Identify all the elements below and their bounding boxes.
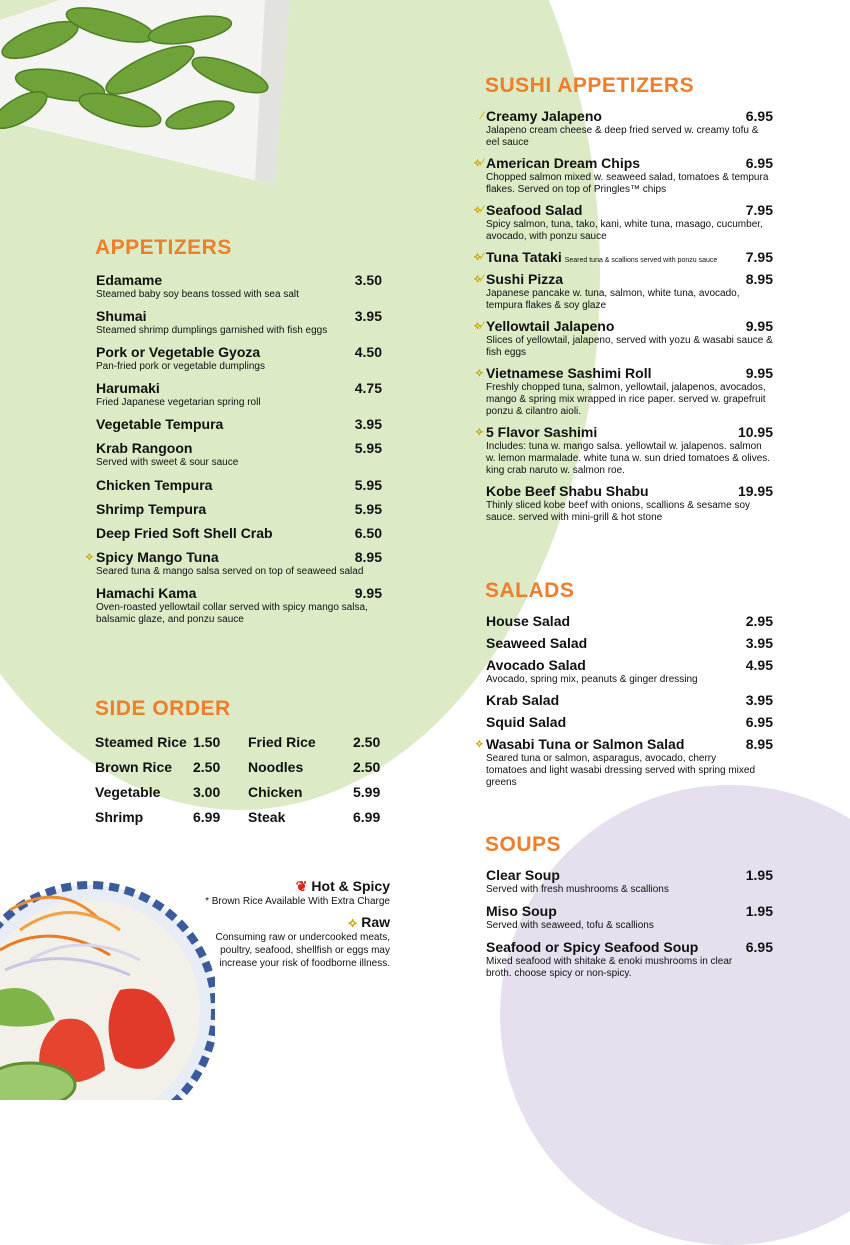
raw-warning: Consuming raw or undercooked meats, poultry, seafood, shellfish or eggs may increase your risk of foodborne illness. <box>215 932 390 969</box>
legend-raw-label: Raw <box>361 914 390 930</box>
item-icons <box>474 273 483 285</box>
item-description: Seared tuna or salmon, asparagus, avocado, cherry tomatoes and light wasabi dressing served with spring mixed greens <box>486 753 756 788</box>
item-name: American Dream Chips <box>486 155 641 171</box>
item-price: 8.95 <box>354 549 382 565</box>
menu-item <box>96 440 382 469</box>
pepper-spicy-icon: ⁄ <box>481 320 483 332</box>
menu-item <box>96 272 382 301</box>
sushi-appetizers-title: SUSHI APPETIZERS <box>485 74 695 97</box>
sushi-appetizers-list <box>473 108 773 524</box>
side-order-grid <box>95 734 385 825</box>
item-description: Japanese pancake w. tuna, salmon, white tuna, avocado, tempura flakes & soy glaze <box>486 288 740 311</box>
item-name: Kobe Beef Shabu Shabu <box>486 483 649 499</box>
soups-list <box>486 867 773 980</box>
item-price: 6.95 <box>745 108 773 124</box>
legend-hot-label: Hot & Spicy <box>311 878 390 894</box>
item-description: Oven-roasted yellowtail collar served with spicy mango salsa, balsamic glaze, and ponzu sauce <box>96 602 368 625</box>
item-name <box>486 249 717 265</box>
menu-item <box>473 249 773 265</box>
item-description: Spicy salmon, tuna, tako, kani, white tuna, masago, cucumber, avocado, with ponzu sauce <box>486 219 763 242</box>
item-price: 6.95 <box>745 714 773 730</box>
menu-item <box>486 635 773 651</box>
item-price: 3.95 <box>354 308 382 324</box>
side-item-price: 3.00 <box>193 784 221 800</box>
item-description: Chopped salmon mixed w. seaweed salad, tomatoes & tempura flakes. Served on top of Pringles™ chips <box>486 172 769 195</box>
menu-item <box>475 424 773 477</box>
appetizers-list <box>85 272 382 626</box>
item-price: 5.95 <box>354 440 382 456</box>
item-name: Seafood Salad <box>486 202 583 218</box>
menu-item <box>85 549 382 578</box>
side-item-price: 2.50 <box>353 734 381 750</box>
side-item-price: 5.99 <box>353 784 381 800</box>
item-description: Slices of yellowtail, jalapeno, served with yozu & wasabi sauce & fish eggs <box>486 335 773 358</box>
item-name: Edamame <box>96 272 163 288</box>
fish-raw-icon: ⟡ <box>348 914 358 930</box>
item-icons <box>474 157 483 169</box>
menu-item <box>486 692 773 708</box>
side-item-name: Steak <box>248 809 286 825</box>
menu-item <box>486 867 773 896</box>
menu-item <box>473 202 773 243</box>
side-item-price: 2.50 <box>193 759 221 775</box>
fish-raw-icon: ⟡ <box>473 320 482 332</box>
menu-item <box>481 108 773 149</box>
pepper-spicy-icon: ⁄ <box>481 110 483 122</box>
menu-item <box>96 380 382 409</box>
item-name: Avocado Salad <box>486 657 586 673</box>
menu-item <box>96 308 382 337</box>
menu-item <box>96 585 382 626</box>
item-description: Includes: tuna w. mango salsa. yellowtail w. jalapenos. salmon w. lemon marmalade. white tuna w. sun dried tomatoes & olives. king crab naruto w. salmon roe. <box>486 441 771 476</box>
item-name: Clear Soup <box>486 867 560 883</box>
item-name: Chicken Tempura <box>96 477 213 493</box>
item-icons <box>476 738 483 750</box>
side-item-name: Steamed Rice <box>95 734 187 750</box>
item-icons <box>86 551 93 563</box>
item-description: Served with sweet & sour sauce <box>96 457 239 468</box>
menu-legend <box>195 878 390 970</box>
item-price: 3.95 <box>745 635 773 651</box>
item-description: Served with seaweed, tofu & scallions <box>486 920 654 931</box>
pepper-spicy-icon: ⁄ <box>481 204 483 216</box>
item-description: Freshly chopped tuna, salmon, yellowtail, jalapenos, avocados, mango & spring mix wrapped in rice paper. served w. grapefruit ponzu & cilantro aioli. <box>486 382 766 417</box>
side-item-name: Noodles <box>248 759 304 775</box>
side-order-title: SIDE ORDER <box>95 697 231 720</box>
item-name: Hamachi Kama <box>96 585 197 601</box>
chili-hot-icon: ❦ <box>295 878 308 894</box>
item-price: 8.95 <box>745 736 773 752</box>
fish-raw-icon: ⟡ <box>85 551 93 563</box>
side-item-name: Vegetable <box>95 784 161 800</box>
item-description: Avocado, spring mix, peanuts & ginger dressing <box>486 674 698 685</box>
menu-item <box>486 613 773 629</box>
item-icons <box>476 426 483 438</box>
menu-item <box>486 657 773 686</box>
item-name: Seaweed Salad <box>486 635 588 651</box>
item-name: Wasabi Tuna or Salmon Salad <box>486 736 685 752</box>
item-price: 2.95 <box>745 613 773 629</box>
item-name: Yellowtail Jalapeno <box>486 318 615 334</box>
fish-raw-icon: ⟡ <box>473 273 482 285</box>
item-description: Thinly sliced kobe beef with onions, scallions & sesame soy sauce. served with mini-grill & hot stone <box>486 500 751 523</box>
edamame-photo <box>0 0 290 185</box>
item-description: Seared tuna & mango salsa served on top of seaweed salad <box>96 566 364 577</box>
menu-item <box>473 155 773 196</box>
legend-raw <box>195 914 390 931</box>
item-name: Deep Fried Soft Shell Crab <box>96 525 273 541</box>
fish-raw-icon: ⟡ <box>475 738 483 750</box>
item-name-text: Tuna Tataki <box>486 249 562 265</box>
side-item-price: 1.50 <box>193 734 221 750</box>
fish-raw-icon: ⟡ <box>475 367 483 379</box>
item-description: Jalapeno cream cheese & deep fried served w. creamy tofu & eel sauce <box>486 125 759 148</box>
item-name: Vegetable Tempura <box>96 416 224 432</box>
item-description: Mixed seafood with shitake & enoki mushrooms in clear broth. choose spicy or non-spicy. <box>486 956 733 979</box>
item-price: 8.95 <box>745 271 773 287</box>
pepper-spicy-icon: ⁄ <box>481 157 483 169</box>
item-price: 9.95 <box>745 365 773 381</box>
fish-raw-icon: ⟡ <box>475 426 483 438</box>
item-price: 6.95 <box>745 939 773 955</box>
side-item-name: Shrimp <box>95 809 144 825</box>
item-price: 10.95 <box>737 424 773 440</box>
item-name: Creamy Jalapeno <box>486 108 602 124</box>
item-name: Spicy Mango Tuna <box>96 549 219 565</box>
salad-bowl-photo <box>0 870 215 1100</box>
item-description: Steamed baby soy beans tossed with sea salt <box>96 289 299 300</box>
item-price: 19.95 <box>737 483 773 499</box>
appetizers-title: APPETIZERS <box>95 236 232 259</box>
item-price: 9.95 <box>354 585 382 601</box>
fish-raw-icon: ⟡ <box>473 251 482 263</box>
item-name: Pork or Vegetable Gyoza <box>96 344 261 360</box>
item-inline-note: Seared tuna & scallions served with ponzu sauce <box>564 257 718 264</box>
fish-raw-icon: ⟡ <box>473 204 482 216</box>
pepper-spicy-icon: ⁄ <box>481 273 483 285</box>
menu-item <box>475 365 773 418</box>
item-name: Squid Salad <box>486 714 567 730</box>
item-name: Shrimp Tempura <box>96 501 207 517</box>
item-price: 4.75 <box>354 380 382 396</box>
menu-item <box>96 344 382 373</box>
item-price: 6.50 <box>354 525 382 541</box>
item-name: Vietnamese Sashimi Roll <box>486 365 652 381</box>
item-icons <box>474 320 483 332</box>
side-item-price: 2.50 <box>353 759 381 775</box>
fish-raw-icon: ⟡ <box>473 157 482 169</box>
item-description: Fried Japanese vegetarian spring roll <box>96 397 261 408</box>
side-item-price: 6.99 <box>193 809 221 825</box>
item-price: 3.95 <box>745 692 773 708</box>
item-price: 3.50 <box>354 272 382 288</box>
menu-item <box>486 714 773 730</box>
side-item-name: Chicken <box>248 784 303 800</box>
menu-item <box>486 483 773 524</box>
item-price: 5.95 <box>354 477 382 493</box>
item-name: Krab Rangoon <box>96 440 193 456</box>
side-item-name: Fried Rice <box>248 734 316 750</box>
item-price: 6.95 <box>745 155 773 171</box>
salads-list <box>475 613 773 789</box>
item-description: Steamed shrimp dumplings garnished with fish eggs <box>96 325 328 336</box>
item-name: Harumaki <box>96 380 160 396</box>
item-name: 5 Flavor Sashimi <box>486 424 598 440</box>
item-name: Sushi Pizza <box>486 271 564 287</box>
item-price: 9.95 <box>745 318 773 334</box>
salads-title: SALADS <box>485 579 575 602</box>
menu-item <box>486 939 773 980</box>
menu-item <box>96 416 382 432</box>
item-name: Seafood or Spicy Seafood Soup <box>486 939 699 955</box>
item-description: Pan-fried pork or vegetable dumplings <box>96 361 265 372</box>
item-price: 5.95 <box>354 501 382 517</box>
pepper-spicy-icon: ⁄ <box>481 251 483 263</box>
brown-rice-note: * Brown Rice Available With Extra Charge <box>205 896 390 907</box>
menu-item <box>96 477 382 493</box>
item-price: 3.95 <box>354 416 382 432</box>
legend-hot-spicy <box>195 878 390 895</box>
menu-item <box>486 903 773 932</box>
item-icons <box>476 367 483 379</box>
item-price: 1.95 <box>745 867 773 883</box>
menu-item <box>473 318 773 359</box>
menu-item <box>96 501 382 517</box>
soups-title: SOUPS <box>485 833 562 856</box>
item-name: House Salad <box>486 613 571 629</box>
item-name: Krab Salad <box>486 692 560 708</box>
item-price: 1.95 <box>745 903 773 919</box>
side-item-name: Brown Rice <box>95 759 173 775</box>
item-icons <box>474 251 483 263</box>
item-price: 7.95 <box>745 202 773 218</box>
item-name: Shumai <box>96 308 147 324</box>
menu-item <box>96 525 382 541</box>
item-description: Served with fresh mushrooms & scallions <box>486 884 669 895</box>
item-price: 4.95 <box>745 657 773 673</box>
item-price: 4.50 <box>354 344 382 360</box>
item-icons <box>474 204 483 216</box>
item-icons <box>481 110 483 122</box>
menu-item <box>473 271 773 312</box>
item-name: Miso Soup <box>486 903 557 919</box>
side-item-price: 6.99 <box>353 809 381 825</box>
item-price: 7.95 <box>745 249 773 265</box>
menu-item <box>475 736 773 789</box>
